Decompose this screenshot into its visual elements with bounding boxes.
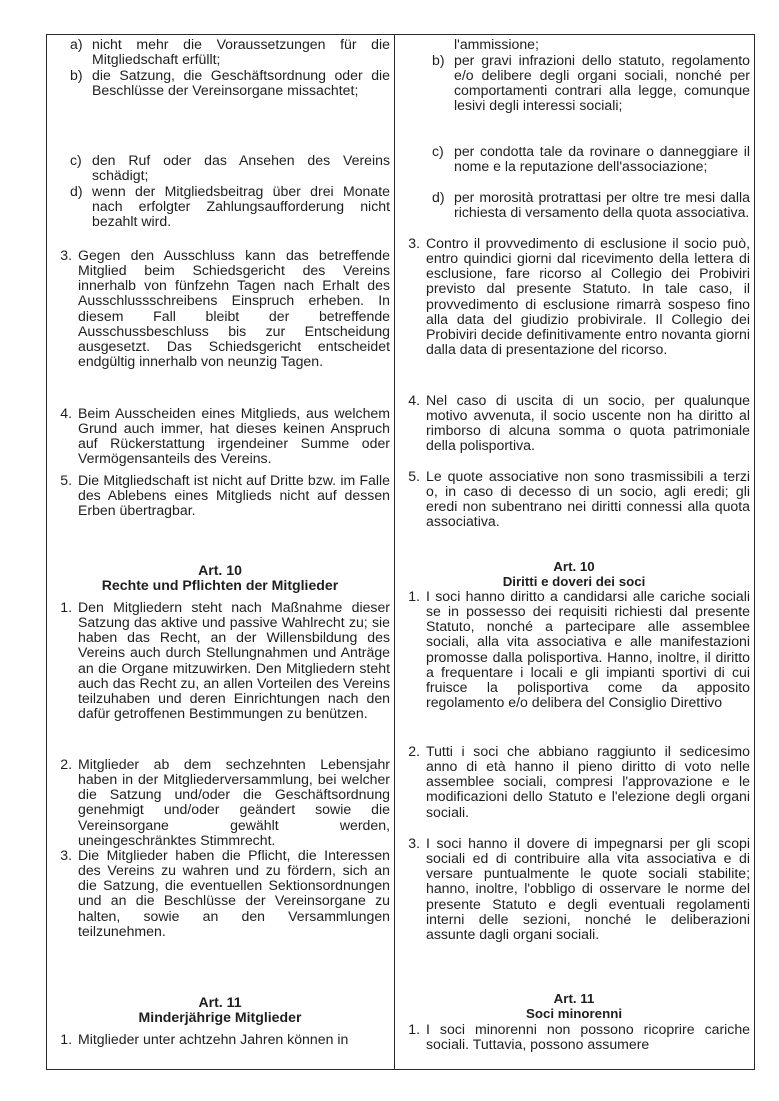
- it-art10-heading: [398, 559, 750, 589]
- article-number: Art. 11: [553, 991, 595, 1006]
- point-number: 1.: [60, 1031, 72, 1047]
- table-top-border: [46, 34, 754, 35]
- point-text: Den Mitgliedern steht nach Maßnahme dieser Satzung das aktive und passive Wahlrecht zu; sie haben das Recht, an der Willensbildung des Vereins auch durch Stellungnahmen und Anträge an die Organe mitzuwirken. Den Mitgliedern steht auch das Recht zu, an allen Vorteilen des Vereins teilzuhaben und deren Einrichtungen nach den dafür getroffenen Bestimmungen zu benützen.: [78, 599, 390, 722]
- point-text: Die Mitgliedschaft ist nicht auf Dritte bzw. im Falle des Ablebens eines Mitglieds nicht auf dessen Erben übertragbar.: [78, 472, 390, 519]
- point-text: Die Mitglieder haben die Pflicht, die Interessen des Vereins zu wahren und zu fördern, sich an die Satzung, die eventuellen Sektionsordnungen und an die Beschlüsse der Vereinsorgane zu halten, sowie an den Versammlungen teilzunehmen.: [78, 847, 390, 939]
- list-marker: d): [432, 189, 445, 205]
- article-title: Soci minorenni: [525, 1006, 623, 1022]
- list-text: per gravi infrazioni dello statuto, regolamento e/o delibere degli organi sociali, nonché per comportamenti contrari alla legge, comunque lesivi degli interessi sociali;: [454, 52, 750, 114]
- article-number: Art. 10: [553, 559, 595, 574]
- list-text: wenn der Mitgliedsbeitrag über drei Monate nach erfolgter Zahlungsaufforderung nicht bezahlt wird.: [92, 183, 390, 230]
- point-number: 2.: [408, 743, 420, 759]
- point-number: 1.: [60, 599, 72, 615]
- german-column: [50, 37, 390, 1067]
- point-text: Beim Ausscheiden eines Mitglieds, aus welchem Grund auch immer, hat dieses keinen Anspruch auf Rückerstattung irgendeiner Summe oder Vermögensanteils des Vereins.: [78, 405, 390, 467]
- list-marker: b): [70, 67, 83, 83]
- point-number: 3.: [408, 235, 420, 251]
- de-art10-heading: [50, 563, 390, 593]
- point-number: 4.: [408, 392, 420, 408]
- point-text: Contro il provvedimento di esclusione il socio può, entro quindici giorni dal ricevimento della lettera di esclusione, fare ricorso al Collegio dei Probiviri previsto dal presente Statuto. In tale caso, il provvedimento di esclusione rimarrà sospeso fino alla data del giudizio probivirale. Il Collegio dei Probiviri decide definitivamente entro novanta giorni dalla data di presentazione del ricorso.: [426, 235, 750, 358]
- table-bottom-border: [46, 1069, 754, 1070]
- it-art9-continuation: [454, 37, 750, 52]
- point-number: 3.: [60, 847, 72, 863]
- article-number: Art. 11: [198, 994, 242, 1010]
- list-text: den Ruf oder das Ansehen des Vereins schädigt;: [92, 152, 390, 184]
- point-text: Mitglieder ab dem sechzehnten Lebensjahr haben in der Mitgliederversammlung, bei welcher die Satzung und/oder die Geschäftsordnung genehmigt und/oder geändert sowie die Vereinsorgane gewählt werden, uneingeschränktes Stimmrecht.: [78, 756, 390, 848]
- list-text: die Satzung, die Geschäftsordnung oder die Beschlüsse der Vereinsorgane missachtet;: [92, 67, 390, 99]
- point-number: 2.: [60, 756, 72, 772]
- continuation-text: l'ammissione;: [454, 36, 539, 52]
- list-text: per condotta tale da rovinare o danneggiare il nome e la reputazione dell'associazione;: [454, 143, 750, 175]
- article-title: Diritti e doveri dei soci: [502, 574, 646, 590]
- list-text: per morosità protrattasi per oltre tre mesi dalla richiesta di versamento della quota associativa.: [454, 189, 750, 221]
- de-art11-heading: [50, 995, 390, 1025]
- table-left-border: [46, 34, 47, 1070]
- point-text: I soci hanno il dovere di impegnarsi per gli scopi sociali ed di contribuire alla vita associativa e di versare puntualmente le quote sociali stabilite; hanno, inoltre, l'obbligo di osservare le norme del presente Statuto e degli eventuali regolamenti interni delle sezioni, nonché le deliberazioni assunte dagli organi sociali.: [426, 835, 750, 942]
- column-divider: [394, 34, 395, 1070]
- table-right-border: [754, 34, 755, 1070]
- point-number: 5.: [60, 472, 72, 488]
- point-number: 3.: [60, 247, 72, 263]
- point-text: Le quote associative non sono trasmissibili a terzi o, in caso di decesso di un socio, agli eredi; gli eredi non subentrano nei diritti connessi alla quota associativa.: [426, 468, 750, 530]
- list-text: nicht mehr die Voraussetzungen für die Mitgliedschaft erfüllt;: [92, 36, 390, 68]
- point-text: Mitglieder unter achtzehn Jahren können in: [78, 1031, 349, 1047]
- point-number: 1.: [408, 588, 420, 604]
- article-title: Minderjährige Mitglieder: [138, 1009, 302, 1026]
- point-text: I soci minorenni non possono ricoprire cariche sociali. Tuttavia, possono assumere: [426, 1021, 750, 1053]
- list-marker: b): [432, 52, 445, 68]
- point-text: Gegen den Ausschluss kann das betreffende Mitglied beim Schiedsgericht des Vereins innerhalb von fünfzehn Tagen nach Erhalt des Ausschlussschreibens Einspruch erheben. In diesem Fall bleibt der betreffende Ausschussbeschluss bis zur Entscheidung ausgesetzt. Das Schiedsgericht entscheidet endgültig innerhalb von neunzig Tagen.: [78, 247, 390, 370]
- list-marker: a): [70, 36, 83, 52]
- article-number: Art. 10: [198, 562, 242, 578]
- italian-column: [398, 37, 750, 1067]
- point-number: 5.: [408, 468, 420, 484]
- list-marker: d): [70, 183, 83, 199]
- point-number: 3.: [408, 835, 420, 851]
- point-text: Tutti i soci che abbiano raggiunto il sedicesimo anno di età hanno il pieno diritto di voto nelle assemblee sociali, compresi l'approvazione e le modificazioni dello Statuto e l'elezione degli organi sociali.: [426, 743, 750, 820]
- point-number: 1.: [408, 1021, 420, 1037]
- point-text: Nel caso di uscita di un socio, per qualunque motivo avvenuta, il socio uscente non ha diritto al rimborso di alcuna somma o quota patrimoniale della polisportiva.: [426, 392, 750, 454]
- list-marker: c): [432, 143, 444, 159]
- point-text: I soci hanno diritto a candidarsi alle cariche sociali se in possesso dei requisiti richiesti dal presente Statuto, nonché a partecipare alle assemblee sociali, alla vita associativa e alle manifestazioni promosse dalla polisportiva. Hanno, inoltre, il diritto a frequentare i locali e gli impianti sportivi di cui fruisce la polisportiva come da apposito regolamento e/o delibera del Consiglio Direttivo: [426, 588, 750, 711]
- point-number: 4.: [60, 405, 72, 421]
- article-title: Rechte und Pflichten der Mitglieder: [101, 577, 339, 594]
- it-art11-heading: [398, 991, 750, 1021]
- list-marker: c): [70, 152, 82, 168]
